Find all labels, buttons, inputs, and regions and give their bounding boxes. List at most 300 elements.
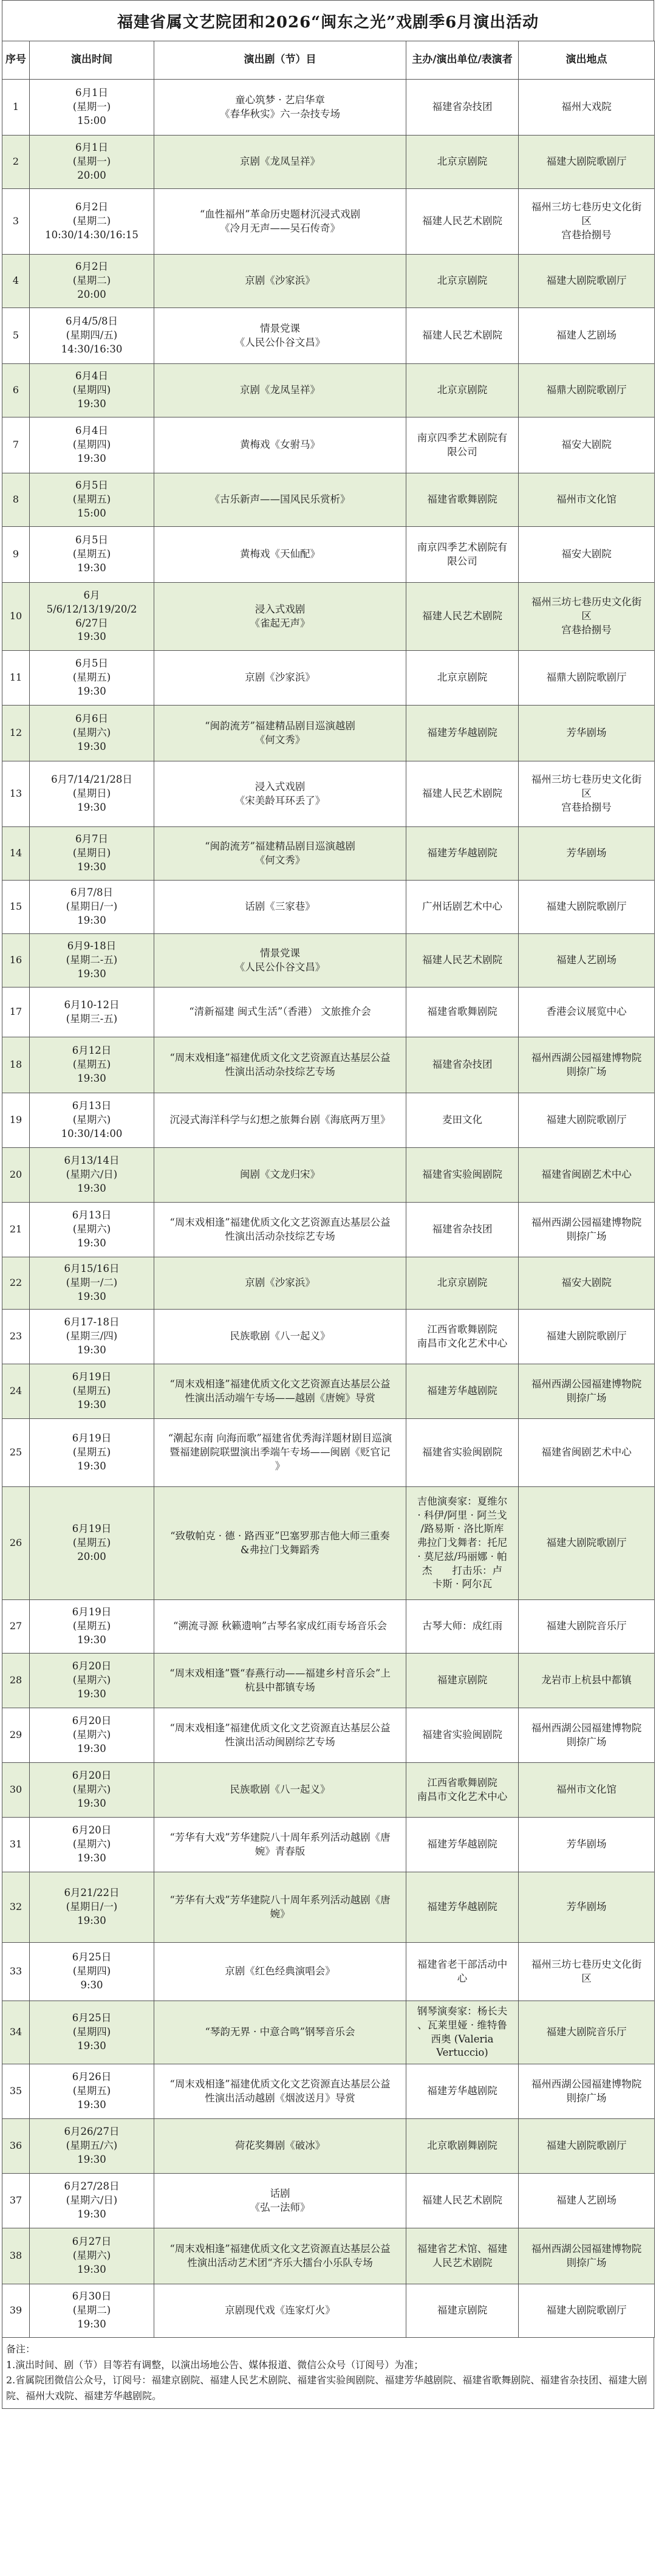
cell-program: [154, 80, 406, 136]
cell-venue: [519, 1763, 655, 1818]
cell-time: [30, 1419, 154, 1487]
cell-time: [30, 1600, 154, 1654]
cell-venue-line: 福建大剧院歌剧厅: [546, 901, 627, 913]
cell-organizer-line: 福建芳华越剧院: [427, 1385, 497, 1397]
cell-time-line: (星期二): [72, 215, 111, 227]
cell-program-line: 《宋美龄耳环丢了》: [234, 794, 326, 806]
cell-time-line: 6月27日: [72, 2236, 112, 2248]
table-body: [2, 80, 655, 2338]
cell-organizer-line: /路易斯 · 洛比斯库: [420, 1523, 504, 1535]
table-row: [2, 189, 655, 255]
cell-time-line: 19:30: [77, 1852, 106, 1864]
cell-venue-line: 福州三坊七巷历史文化街: [531, 774, 642, 786]
cell-time-line: 6月26/27日: [64, 2126, 120, 2138]
table-row: [2, 583, 655, 651]
table-row: [2, 1093, 655, 1148]
cell-time-line: 19:30: [77, 1688, 106, 1700]
cell-venue-line: 区: [581, 1972, 592, 1984]
cell-organizer-line: 福建人民艺术剧院: [422, 954, 502, 966]
cell-organizer: [406, 136, 519, 189]
cell-venue-line: 宫巷拾捌号: [561, 228, 612, 241]
cell-program-line: 》: [275, 1460, 285, 1472]
cell-organizer: [406, 2119, 519, 2174]
cell-venue: [519, 987, 655, 1037]
cell-organizer: [406, 1037, 519, 1093]
cell-program-line: 闽剧《文龙归宋》: [240, 1169, 320, 1181]
cell-organizer: [406, 1419, 519, 1487]
cell-time-line: 6/27日: [75, 617, 108, 629]
cell-program-line: 情景党课: [260, 322, 300, 334]
cell-venue: [519, 1818, 655, 1872]
cell-program-line: 浸入式戏剧: [255, 603, 306, 615]
cell-organizer: [406, 2174, 519, 2228]
cell-time: [30, 1487, 154, 1600]
cell-no: 31: [2, 1818, 30, 1872]
cell-time-line: (星期五): [72, 548, 111, 560]
cell-organizer-line: 福建芳华越剧院: [427, 727, 497, 739]
cell-time-line: 19:30: [77, 452, 106, 464]
table-row: [2, 1600, 655, 1654]
cell-time-line: 6月6日: [75, 713, 108, 725]
cell-time-line: 19:30: [77, 1290, 106, 1302]
cell-organizer: [406, 1093, 519, 1148]
cell-time-line: 6月5日: [75, 658, 108, 670]
table-row: [2, 2284, 655, 2338]
cell-venue: [519, 583, 655, 651]
cell-program: [154, 706, 406, 761]
cell-no: 4: [2, 255, 30, 308]
cell-time-line: 6月21/22日: [64, 1887, 120, 1899]
cell-time-line: 6月7/8日: [70, 887, 114, 899]
cell-organizer-line: 、瓦莱里娅 · 维特鲁: [417, 2019, 507, 2031]
cell-no: 27: [2, 1600, 30, 1654]
cell-venue: [519, 2174, 655, 2228]
cell-program-line: 性演出活动杂技综艺专场: [225, 1230, 335, 1242]
cell-venue: [519, 651, 655, 706]
cell-venue-line: 芳华剧场: [566, 1901, 607, 1913]
cell-program: [154, 651, 406, 706]
cell-venue: [519, 1708, 655, 1763]
cell-program: [154, 2174, 406, 2228]
cell-program-line: 《何文秀》: [255, 854, 306, 866]
cell-organizer: [406, 934, 519, 987]
table-row: [2, 706, 655, 761]
cell-no: 26: [2, 1487, 30, 1600]
cell-venue-line: 区: [581, 215, 592, 227]
cell-time-line: 19:30: [77, 1237, 106, 1249]
cell-organizer: [406, 527, 519, 583]
cell-time-line: 6月: [83, 589, 100, 601]
cell-program-line: 京剧《沙家浜》: [245, 671, 315, 684]
cell-program-line: “周末戏相逢”福建优质文化文艺资源直达基层公益: [169, 1722, 391, 1734]
schedule-table: [2, 41, 655, 2338]
cell-no: 34: [2, 2001, 30, 2064]
cell-program: [154, 934, 406, 987]
cell-time-line: (星期六): [72, 1784, 111, 1796]
cell-venue-line: 福州三坊七巷历史文化街: [531, 1958, 642, 1970]
cell-venue: [519, 1600, 655, 1654]
header-no: 序号: [2, 41, 30, 80]
table-row: [2, 1148, 655, 1203]
cell-time-line: 6月9-18日: [67, 940, 117, 952]
table-row: [2, 1763, 655, 1818]
cell-time-line: (星期四): [72, 1965, 111, 1977]
cell-time: [30, 473, 154, 527]
cell-organizer-line: 福建省艺术馆、福建: [417, 2242, 508, 2255]
cell-time-line: 6月15/16日: [64, 1263, 120, 1275]
cell-time-line: 19:30: [77, 1182, 106, 1194]
cell-venue: [519, 1148, 655, 1203]
cell-time-line: (星期五): [72, 1446, 111, 1458]
cell-organizer-line: 福建芳华越剧院: [427, 1838, 497, 1850]
cell-time-line: 6月25日: [72, 2012, 112, 2024]
cell-organizer: [406, 255, 519, 308]
cell-time-line: (星期一): [72, 101, 111, 113]
cell-time-line: (星期四): [72, 2026, 111, 2038]
cell-organizer-line: 江西省歌舞剧院: [427, 1323, 497, 1335]
cell-time-line: (星期五): [72, 671, 111, 684]
cell-time-line: 6月20日: [72, 1660, 112, 1672]
cell-venue: [519, 2284, 655, 2338]
cell-program-line: 京剧《沙家浜》: [245, 1277, 315, 1289]
table-row: [2, 308, 655, 364]
cell-no: 5: [2, 308, 30, 364]
cell-program-line: “周末戏相逢”福建优质文化文艺资源直达基层公益: [169, 2078, 391, 2090]
cell-venue-line: 福安大剧院: [561, 1277, 612, 1289]
cell-organizer-line: 福建省老干部活动中: [417, 1958, 508, 1970]
cell-venue: [519, 1310, 655, 1364]
table-row: [2, 1654, 655, 1708]
cell-venue-line: 龙岩市上杭县中都镇: [541, 1674, 632, 1686]
cell-no: 21: [2, 1203, 30, 1257]
cell-venue-line: 福州西湖公园福建博物院: [531, 1216, 642, 1228]
cell-venue: [519, 934, 655, 987]
cell-program-line: “周末戏相逢”福建优质文化文艺资源直达基层公益: [169, 1216, 391, 1228]
table-row: [2, 1310, 655, 1364]
cell-program: [154, 1818, 406, 1872]
cell-time-line: 19:30: [77, 2039, 106, 2052]
cell-time-line: 6月19日: [72, 1523, 112, 1535]
cell-time: [30, 1257, 154, 1310]
cell-no: 20: [2, 1148, 30, 1203]
cell-time-line: 19:30: [77, 631, 106, 643]
table-row: [2, 2064, 655, 2119]
cell-program: [154, 1654, 406, 1708]
cell-venue: [519, 136, 655, 189]
cell-venue-line: 福建人艺剧场: [556, 954, 617, 966]
cell-organizer: [406, 1708, 519, 1763]
cell-time: [30, 1148, 154, 1203]
cell-time-line: 6月19日: [72, 1432, 112, 1444]
cell-organizer-line: 北京京剧院: [437, 671, 488, 684]
cell-time-line: 19:30: [77, 740, 106, 752]
cell-time: [30, 1037, 154, 1093]
cell-time-line: (星期五): [72, 1059, 111, 1071]
cell-venue-line: 芳华剧场: [566, 847, 607, 859]
cell-program-line: 性演出活动艺术团“齐乐大擂台小乐队专场: [187, 2256, 373, 2269]
cell-organizer-line: 福建省实验闽剧院: [422, 1729, 502, 1741]
cell-time-line: 6月19日: [72, 1371, 112, 1383]
cell-time-line: 10:30/14:30/16:15: [45, 228, 138, 241]
cell-time-line: 9:30: [80, 1979, 103, 1991]
note-item: 1.演出时间、剧（节）目等若有调整，以演出场地公告、媒体报道、微信公众号（订阅号）为准；: [6, 2358, 424, 2371]
cell-time-line: 19:30: [77, 2208, 106, 2220]
cell-no: 33: [2, 1943, 30, 2001]
cell-organizer: [406, 1943, 519, 2001]
cell-organizer: [406, 2284, 519, 2338]
cell-program-line: 《古乐新声——国风民乐赏析》: [210, 493, 350, 506]
cell-program-line: “闽韵流芳”福建精品剧目巡演越剧: [205, 840, 355, 852]
cell-venue: [519, 706, 655, 761]
cell-program: [154, 1763, 406, 1818]
cell-organizer-line: 卡斯 · 阿尔瓦: [432, 1578, 493, 1590]
cell-time: [30, 2001, 154, 2064]
table-row: [2, 473, 655, 527]
cell-time: [30, 308, 154, 364]
cell-organizer-line: 福建省歌舞剧院: [427, 493, 497, 506]
cell-venue-line: 福鼎大剧院歌剧厅: [546, 671, 627, 684]
cell-organizer: [406, 1203, 519, 1257]
cell-organizer: [406, 1148, 519, 1203]
cell-venue-line: 則捺广场: [566, 1392, 607, 1404]
cell-program-line: 性演出活动越剧《烟波送月》导赏: [205, 2092, 355, 2104]
cell-program-line: “溯流寻源 秋籁遗响”古琴名家成红雨专场音乐会: [173, 1620, 388, 1632]
cell-no: 36: [2, 2119, 30, 2174]
cell-program-line: “周末戏相逢”福建优质文化文艺资源直达基层公益: [169, 1378, 391, 1390]
cell-program: [154, 1487, 406, 1600]
cell-program: [154, 1943, 406, 2001]
cell-venue-line: 福建大剧院歌剧厅: [546, 2140, 627, 2152]
cell-program-line: 京剧现代戏《连家灯火》: [225, 2304, 335, 2317]
table-header-row: [2, 41, 655, 80]
cell-no: 8: [2, 473, 30, 527]
cell-no: 25: [2, 1419, 30, 1487]
cell-venue: [519, 1943, 655, 2001]
cell-time-line: (星期日/一): [66, 901, 118, 913]
cell-time-line: 6月7日: [75, 833, 108, 845]
cell-organizer: [406, 1364, 519, 1419]
cell-time-line: 20:00: [77, 169, 106, 181]
cell-venue-line: 福建大剧院歌剧厅: [546, 1114, 627, 1126]
cell-organizer-line: · 科伊/阿里 · 阿兰戈: [417, 1509, 507, 1521]
cell-time-line: 6月7/14/21/28日: [51, 774, 132, 786]
cell-organizer: [406, 364, 519, 417]
cell-program-line: 《人民公仆谷文昌》: [234, 961, 326, 973]
cell-program: [154, 2228, 406, 2284]
cell-time: [30, 827, 154, 881]
notes-section: [2, 2338, 654, 2409]
cell-time-line: 19:30: [77, 562, 106, 574]
cell-venue-line: 福建大剧院歌剧厅: [546, 156, 627, 168]
cell-time: [30, 364, 154, 417]
cell-venue: [519, 80, 655, 136]
cell-time-line: 6月13/14日: [64, 1155, 120, 1167]
cell-time-line: 6月27/28日: [64, 2180, 120, 2193]
cell-venue-line: 福州三坊七巷历史文化街: [531, 596, 642, 608]
cell-program-line: 话剧《三家巷》: [245, 901, 315, 913]
cell-time: [30, 255, 154, 308]
cell-organizer-line: 弗拉门戈舞者：托尼: [417, 1537, 508, 1549]
cell-time-line: 6月13日: [72, 1209, 112, 1221]
cell-program-line: 浸入式戏剧: [255, 780, 306, 792]
table-row: [2, 1203, 655, 1257]
document-title: 福建省属文艺院团和2026“闽东之光”戏剧季6月演出活动: [2, 0, 654, 41]
cell-program: [154, 2284, 406, 2338]
cell-time: [30, 1943, 154, 2001]
cell-organizer-line: 广州话剧艺术中心: [422, 901, 502, 913]
table-row: [2, 1364, 655, 1419]
cell-no: 39: [2, 2284, 30, 2338]
cell-venue-line: 福州大戏院: [561, 101, 612, 113]
cell-time-line: (星期五): [72, 2085, 111, 2097]
cell-program-line: 京剧《龙凤呈祥》: [240, 384, 320, 396]
cell-program-line: 性演出活动端午专场——越剧《唐婉》导赏: [185, 1392, 375, 1404]
cell-no: 35: [2, 2064, 30, 2119]
cell-time-line: (星期四/五): [66, 329, 118, 342]
cell-venue: [519, 761, 655, 827]
cell-no: 16: [2, 934, 30, 987]
table-row: [2, 934, 655, 987]
cell-organizer-line: 心: [457, 1972, 468, 1984]
cell-organizer-line: 福建芳华越剧院: [427, 847, 497, 859]
cell-organizer: [406, 1310, 519, 1364]
cell-time: [30, 527, 154, 583]
table-row: [2, 364, 655, 417]
cell-time-line: 6月5日: [75, 479, 108, 492]
table-row: [2, 761, 655, 827]
cell-time-line: 6月19日: [72, 1606, 112, 1618]
cell-time-line: 20:00: [77, 288, 106, 300]
cell-venue: [519, 189, 655, 255]
cell-time-line: 20:00: [77, 1550, 106, 1562]
table-row: [2, 527, 655, 583]
cell-time-line: 15:00: [77, 114, 106, 126]
cell-organizer-line: 福建省杂技团: [432, 1059, 493, 1071]
cell-organizer: [406, 1600, 519, 1654]
cell-time: [30, 2064, 154, 2119]
cell-time-line: (星期四): [72, 439, 111, 451]
cell-program-line: 情景党课: [260, 947, 300, 959]
cell-time-line: (星期一): [72, 156, 111, 168]
cell-time-line: (星期三/四): [66, 1330, 118, 1342]
cell-organizer-line: 北京京剧院: [437, 384, 488, 396]
cell-no: 6: [2, 364, 30, 417]
cell-no: 38: [2, 2228, 30, 2284]
cell-venue: [519, 473, 655, 527]
cell-venue-line: 宫巷拾捌号: [561, 623, 612, 636]
cell-venue: [519, 308, 655, 364]
cell-no: 9: [2, 527, 30, 583]
table-row: [2, 80, 655, 136]
cell-program: [154, 189, 406, 255]
cell-organizer-line: 北京京剧院: [437, 156, 488, 168]
table-row: [2, 1708, 655, 1763]
cell-venue-line: 福州西湖公园福建博物院: [531, 1051, 642, 1063]
cell-venue: [519, 1654, 655, 1708]
table-row: [2, 1943, 655, 2001]
cell-organizer: [406, 1257, 519, 1310]
cell-no: 15: [2, 881, 30, 934]
cell-venue: [519, 1257, 655, 1310]
cell-program-line: 婉》: [270, 1908, 290, 1920]
header-organizer: 主办/演出单位/表演者: [406, 41, 519, 80]
cell-program: [154, 136, 406, 189]
cell-time: [30, 1872, 154, 1943]
cell-program-line: “潮起东南 向海而歌”福建省优秀海洋题材剧目巡演: [168, 1432, 392, 1444]
cell-organizer-line: 南昌市文化艺术中心: [417, 1790, 508, 1802]
cell-no: 24: [2, 1364, 30, 1419]
cell-time-line: (星期三-五): [66, 1012, 118, 1025]
table-row: [2, 1872, 655, 1943]
cell-time-line: (星期五): [72, 493, 111, 506]
notes-heading: 备注：: [6, 2343, 36, 2355]
cell-program: [154, 1257, 406, 1310]
cell-program-line: 《人民公仆谷文昌》: [234, 336, 326, 348]
cell-time-line: 10:30/14:00: [61, 1127, 123, 1139]
cell-time: [30, 2228, 154, 2284]
cell-venue: [519, 1419, 655, 1487]
cell-time-line: (星期五): [72, 1537, 111, 1549]
cell-time-line: 15:00: [77, 507, 106, 519]
cell-time-line: (星期六): [72, 1838, 111, 1850]
cell-time-line: 19:30: [77, 685, 106, 697]
cell-time-line: 6月13日: [72, 1100, 112, 1112]
cell-organizer-line: 西奥 (Valeria: [431, 2033, 494, 2045]
cell-program: [154, 255, 406, 308]
cell-time-line: 6月20日: [72, 1770, 112, 1782]
cell-venue-line: 則捺广场: [566, 2092, 607, 2104]
cell-program-line: “周末戏相逢”福建优质文化文艺资源直达基层公益: [169, 2242, 391, 2255]
cell-program-line: 《冷月无声——吴石传奇》: [220, 222, 340, 234]
cell-time: [30, 1364, 154, 1419]
cell-venue-line: 芳华剧场: [566, 1838, 607, 1850]
cell-venue: [519, 2228, 655, 2284]
cell-time-line: 6月12日: [72, 1045, 112, 1057]
cell-venue-line: 香港会议展览中心: [546, 1006, 627, 1018]
cell-program-line: 京剧《沙家浜》: [245, 275, 315, 287]
cell-time-line: 6月2日: [75, 261, 108, 273]
cell-time-line: 6月1日: [75, 142, 108, 154]
cell-no: 37: [2, 2174, 30, 2228]
cell-time-line: (星期五): [72, 1620, 111, 1632]
cell-program-line: 黄梅戏《女驸马》: [240, 439, 320, 451]
cell-time-line: 19:30: [77, 801, 106, 813]
cell-program-line: “芳华有大戏”芳华建院八十周年系列活动越剧《唐: [169, 1831, 391, 1843]
cell-time-line: 6月4日: [75, 425, 108, 437]
cell-time: [30, 2119, 154, 2174]
table-row: [2, 651, 655, 706]
cell-program: [154, 2064, 406, 2119]
cell-organizer-line: 福建省实验闽剧院: [422, 1446, 502, 1458]
table-row: [2, 1257, 655, 1310]
cell-venue: [519, 2064, 655, 2119]
cell-time-line: 6月4/5/8日: [65, 315, 118, 328]
table-row: [2, 417, 655, 473]
cell-time-line: 6月25日: [72, 1951, 112, 1963]
cell-time-line: (星期六/日): [66, 2194, 118, 2207]
cell-venue-line: 福州西湖公园福建博物院: [531, 1722, 642, 1734]
cell-organizer-line: 福建省杂技团: [432, 101, 493, 113]
cell-program: [154, 1037, 406, 1093]
cell-organizer: [406, 583, 519, 651]
cell-program-line: 京剧《龙凤呈祥》: [240, 156, 320, 168]
cell-venue: [519, 527, 655, 583]
note-item: 2.省属院团微信公众号，订阅号：福建京剧院、福建人民艺术剧院、福建省实验闽剧院、福建芳华越剧院、福建省歌舞剧院、福建省杂技团、福建大剧院、福州大戏院、福建芳华越剧院。: [6, 2374, 647, 2402]
cell-time-line: (星期日/一): [66, 1901, 118, 1913]
cell-venue: [519, 1487, 655, 1600]
cell-organizer-line: 福建人民艺术剧院: [422, 610, 502, 622]
cell-time: [30, 583, 154, 651]
